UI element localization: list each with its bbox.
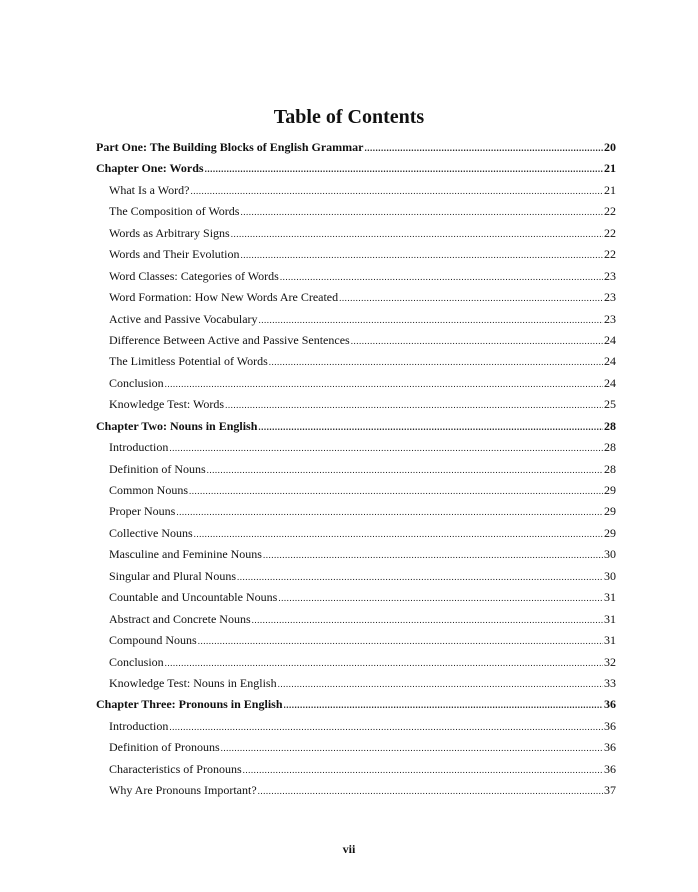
- toc-entry-section[interactable]: [96, 287, 616, 308]
- dot-leader: [237, 567, 603, 588]
- dot-leader: [284, 695, 604, 716]
- toc-entry-section[interactable]: [96, 223, 616, 244]
- dot-leader: [278, 588, 603, 609]
- toc-entry-chapter[interactable]: [96, 694, 616, 715]
- dot-leader: [263, 545, 603, 566]
- toc-entry-label: Common Nouns: [109, 483, 189, 497]
- toc-entry-label: Collective Nouns: [109, 525, 193, 540]
- dot-leader: [165, 374, 603, 395]
- dot-leader: [351, 331, 603, 352]
- toc-entry-section[interactable]: [96, 351, 616, 372]
- toc-entry-label: Words and Their Evolution: [109, 247, 240, 262]
- toc-entry-section[interactable]: [96, 523, 616, 544]
- toc-entry-label: Difference Between Active and Passive Sentences: [109, 332, 350, 347]
- toc-entry-page-number: 24: [604, 375, 616, 390]
- toc-entry-page-number: 29: [604, 483, 616, 497]
- toc-entry-label: Knowledge Test: Nouns in English: [109, 675, 277, 690]
- page-title: Table of Contents: [273, 106, 425, 128]
- toc-entry-page-number: 30: [604, 547, 616, 562]
- dot-leader: [243, 760, 603, 781]
- toc-entry-label: Word Formation: How New Words Are Created: [109, 290, 339, 305]
- toc-entry-page-number: 31: [604, 611, 616, 626]
- toc-entry-label: Chapter One: Words: [96, 161, 204, 176]
- dot-leader: [221, 738, 603, 759]
- toc-entry-section[interactable]: [96, 330, 616, 351]
- toc-entry-page-number: 25: [604, 397, 616, 412]
- dot-leader: [280, 267, 603, 288]
- toc-entry-label: Knowledge Test: Words: [109, 397, 225, 412]
- toc-entry-page-number: 22: [604, 204, 616, 219]
- dot-leader: [258, 781, 603, 802]
- toc-entry-label: Conclusion: [109, 654, 164, 669]
- toc-entry-section[interactable]: [96, 673, 616, 694]
- toc-entry-label: Words as Arbitrary Signs: [109, 225, 230, 240]
- dot-leader: [269, 352, 603, 373]
- dot-leader: [169, 438, 603, 459]
- toc-entry-section[interactable]: [96, 630, 616, 651]
- toc-entry-section[interactable]: [96, 652, 616, 673]
- toc-entry-page-number: 28: [604, 440, 616, 455]
- toc-entry-page-number: 36: [604, 761, 616, 776]
- dot-leader: [278, 674, 603, 695]
- toc-entry-section[interactable]: [96, 459, 616, 480]
- dot-leader: [194, 524, 603, 545]
- toc-entry-section[interactable]: [96, 180, 616, 201]
- dot-leader: [259, 310, 603, 331]
- toc-entry-label: Chapter Three: Pronouns in English: [96, 697, 283, 712]
- toc-entry-label: Conclusion: [109, 375, 164, 390]
- toc-entry-page-number: 29: [604, 504, 616, 519]
- toc-entry-label: Definition of Nouns: [109, 461, 206, 476]
- toc-entry-page-number: 36: [604, 697, 616, 712]
- toc-entry-page-number: 22: [604, 225, 616, 240]
- dot-leader: [165, 653, 603, 674]
- toc-entry-label: Word Classes: Categories of Words: [109, 268, 279, 283]
- toc-entry-page-number: 36: [604, 718, 616, 733]
- toc-entry-section[interactable]: [96, 266, 616, 287]
- toc-entry-section[interactable]: [96, 609, 616, 630]
- dot-leader: [207, 460, 603, 481]
- toc-entry-page-number: 30: [604, 568, 616, 583]
- toc-entry-section[interactable]: [96, 737, 616, 758]
- toc-entry-page-number: 33: [604, 675, 616, 690]
- toc-entry-section[interactable]: [96, 309, 616, 330]
- toc-entry-page-number: 28: [604, 461, 616, 476]
- toc-entry-page-number: 36: [604, 740, 616, 755]
- toc-entry-label: Singular and Plural Nouns: [109, 568, 236, 583]
- dot-leader: [198, 631, 603, 652]
- toc-entry-label: Chapter Two: Nouns in English: [96, 418, 258, 433]
- toc-entry-section[interactable]: [96, 201, 616, 222]
- toc-entry-section[interactable]: [96, 716, 616, 737]
- toc-entry-label: Why Are Pronouns Important?: [109, 783, 257, 798]
- toc-entry-section[interactable]: [96, 587, 616, 608]
- toc-entry-section[interactable]: [96, 566, 616, 587]
- toc-entry-section[interactable]: [96, 480, 616, 501]
- toc-entry-part[interactable]: [96, 137, 616, 158]
- toc-entry-section[interactable]: [96, 501, 616, 522]
- toc-entry-page-number: 32: [604, 654, 616, 669]
- toc-entry-label: Part One: The Building Blocks of English Grammar: [96, 140, 364, 154]
- toc-entry-page-number: 24: [604, 354, 616, 369]
- toc-entry-page-number: 29: [604, 525, 616, 540]
- dot-leader: [190, 181, 603, 202]
- toc-entry-page-number: 22: [604, 247, 616, 262]
- toc-entry-page-number: 23: [604, 268, 616, 283]
- toc-entry-page-number: 31: [604, 633, 616, 648]
- dot-leader: [169, 717, 603, 738]
- toc-entry-section[interactable]: [96, 373, 616, 394]
- toc-entry-label: Proper Nouns: [109, 504, 176, 519]
- dot-leader: [240, 245, 603, 266]
- toc-entry-page-number: 20: [604, 140, 616, 154]
- dot-leader: [252, 610, 603, 631]
- toc-entry-section[interactable]: [96, 437, 616, 458]
- toc-entry-label: The Composition of Words: [109, 204, 240, 219]
- toc-entry-page-number: 21: [604, 161, 616, 176]
- dot-leader: [225, 395, 603, 416]
- toc-entry-page-number: 31: [604, 590, 616, 605]
- dot-leader: [176, 502, 603, 523]
- dot-leader: [364, 138, 603, 159]
- toc-entry-section[interactable]: [96, 759, 616, 780]
- page-number: vii: [342, 842, 356, 856]
- dot-leader: [258, 417, 603, 438]
- toc-entry-label: Definition of Pronouns: [109, 740, 220, 755]
- toc-entry-page-number: 24: [604, 332, 616, 347]
- toc-entry-label: The Limitless Potential of Words: [109, 354, 268, 369]
- toc-entry-label: Introduction: [109, 440, 169, 455]
- toc-list: [96, 137, 616, 802]
- dot-leader: [189, 481, 603, 502]
- toc-entry-section[interactable]: [96, 780, 616, 801]
- dot-leader: [339, 288, 603, 309]
- dot-leader: [240, 202, 603, 223]
- toc-entry-label: Abstract and Concrete Nouns: [109, 611, 251, 626]
- toc-entry-page-number: 21: [604, 182, 616, 197]
- dot-leader: [205, 159, 603, 180]
- toc-entry-page-number: 37: [604, 783, 616, 798]
- toc-entry-label: What Is a Word?: [109, 182, 190, 197]
- toc-entry-chapter[interactable]: [96, 158, 616, 179]
- toc-entry-chapter[interactable]: [96, 416, 616, 437]
- toc-entry-page-number: 23: [604, 290, 616, 305]
- toc-entry-label: Compound Nouns: [109, 633, 197, 648]
- toc-entry-section[interactable]: [96, 244, 616, 265]
- toc-entry-section[interactable]: [96, 544, 616, 565]
- toc-entry-label: Characteristics of Pronouns: [109, 761, 242, 776]
- toc-entry-label: Masculine and Feminine Nouns: [109, 547, 262, 562]
- toc-entry-label: Introduction: [109, 718, 169, 733]
- toc-entry-label: Countable and Uncountable Nouns: [109, 590, 278, 605]
- toc-entry-section[interactable]: [96, 394, 616, 415]
- toc-entry-label: Active and Passive Vocabulary: [109, 311, 258, 326]
- dot-leader: [231, 224, 603, 245]
- toc-entry-page-number: 23: [604, 311, 616, 326]
- toc-entry-page-number: 28: [604, 418, 616, 433]
